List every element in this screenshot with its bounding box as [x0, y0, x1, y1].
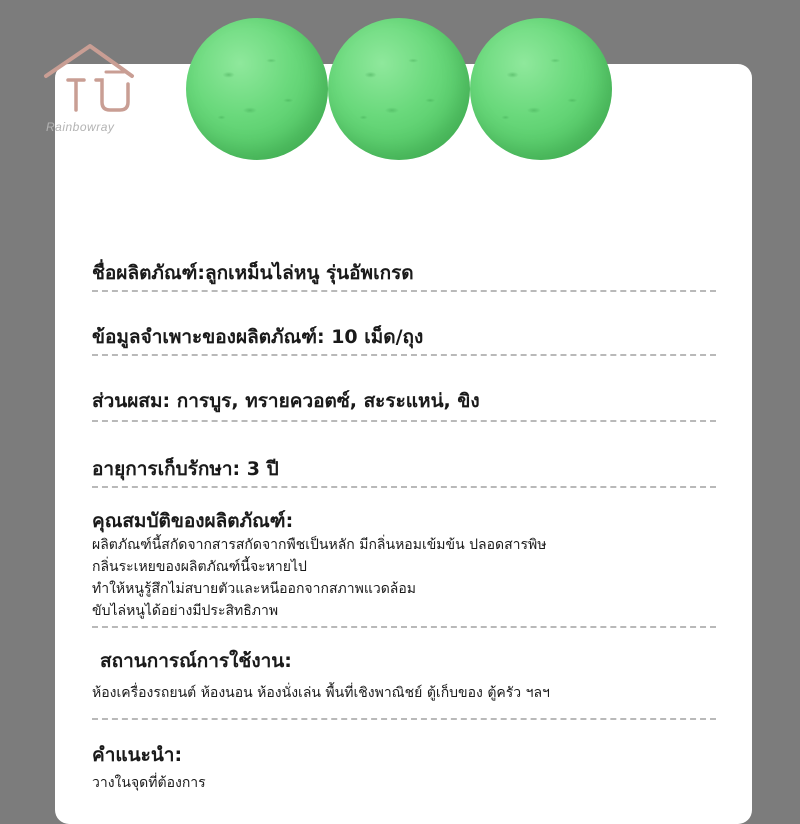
- product-info-card: [55, 64, 752, 824]
- brand-logo: [40, 40, 140, 140]
- product-ingredients: ส่วนผสม: การบูร, ทรายควอตซ์, สะระแหน่, ขิง: [92, 390, 480, 412]
- divider: [92, 718, 716, 720]
- divider: [92, 420, 716, 422]
- mothball-image: [470, 18, 612, 160]
- divider: [92, 626, 716, 628]
- usage-heading: สถานการณ์การใช้งาน:: [100, 650, 292, 672]
- product-shelf-life: อายุการเก็บรักษา: 3 ปี: [92, 458, 279, 480]
- house-icon: [40, 40, 140, 120]
- divider: [92, 290, 716, 292]
- brand-name: Rainbowray: [46, 120, 115, 134]
- product-name: ชื่อผลิตภัณฑ์:ลูกเหม็นไล่หนู รุ่นอัพเกรด: [92, 262, 414, 284]
- properties-line: ขับไล่หนูได้อย่างมีประสิทธิภาพ: [92, 603, 279, 619]
- mothball-image: [328, 18, 470, 160]
- properties-text: [92, 534, 546, 622]
- instructions-heading: คำแนะนำ:: [92, 744, 183, 766]
- product-spec: ข้อมูลจำเพาะของผลิตภัณฑ์: 10 เม็ด/ถุง: [92, 326, 424, 348]
- instructions-text: วางในจุดที่ต้องการ: [92, 775, 206, 791]
- usage-text: ห้องเครื่องรถยนต์ ห้องนอน ห้องนั่งเล่น พื้นที่เชิงพาณิชย์ ตู้เก็บของ ตู้ครัว ฯลฯ: [92, 685, 550, 701]
- properties-line: กลิ่นระเหยของผลิตภัณฑ์นี้จะหายไป: [92, 559, 307, 575]
- properties-line: ผลิตภัณฑ์นี้สกัดจากสารสกัดจากพืชเป็นหลัก มีกลิ่นหอมเข้มข้น ปลอดสารพิษ: [92, 537, 547, 553]
- divider: [92, 486, 716, 488]
- properties-line: ทำให้หนูรู้สึกไม่สบายตัวและหนีออกจากสภาพแวดล้อม: [92, 581, 417, 597]
- properties-heading: คุณสมบัติของผลิตภัณฑ์:: [92, 510, 294, 532]
- mothball-image: [186, 18, 328, 160]
- divider: [92, 354, 716, 356]
